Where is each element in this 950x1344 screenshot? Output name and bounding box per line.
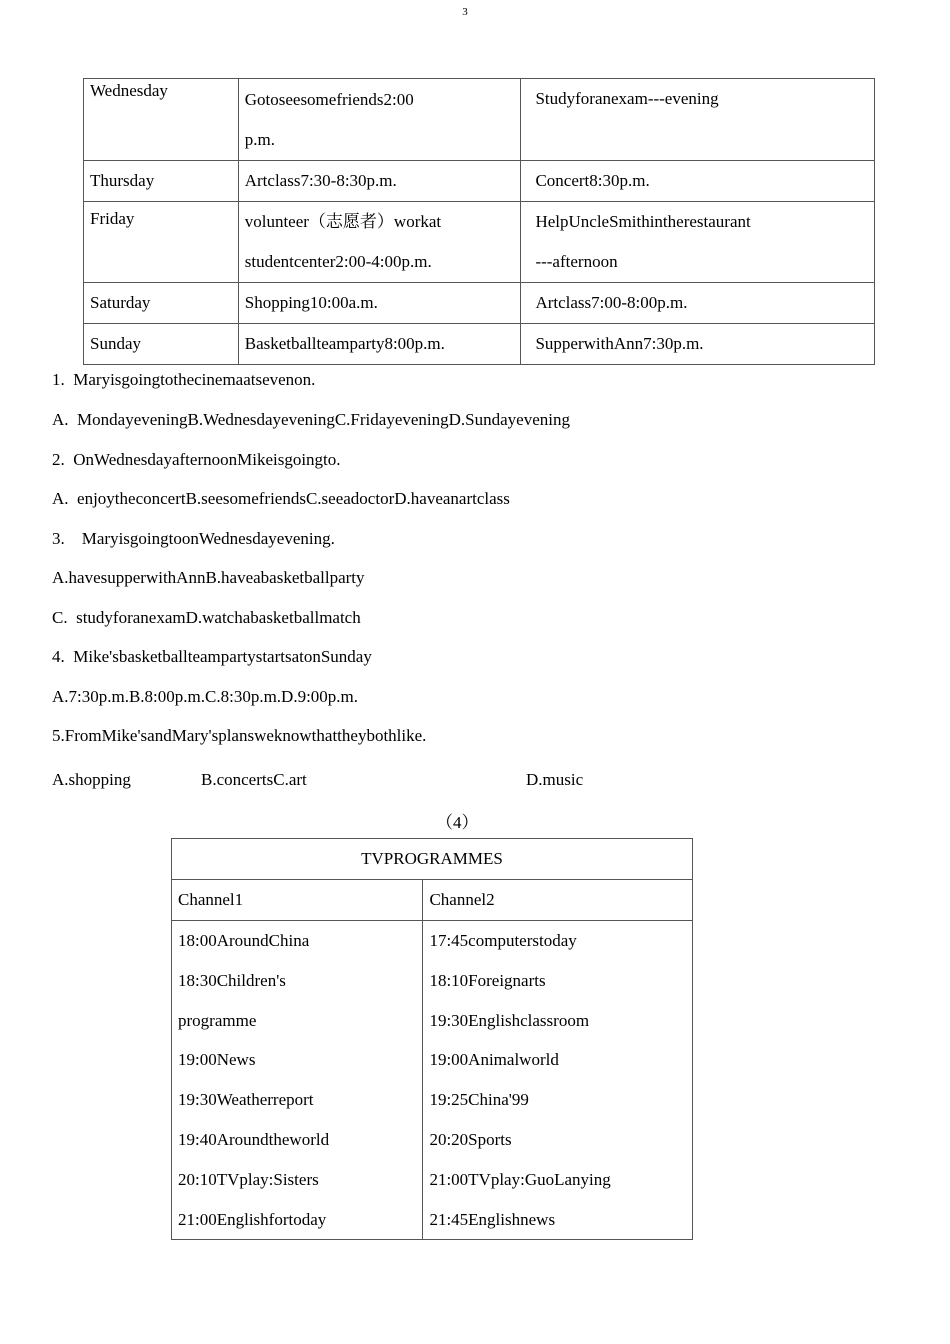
program-item: 17:45computerstoday — [429, 931, 577, 950]
program-item: 18:00AroundChina — [178, 931, 310, 950]
mike-plan-cell — [238, 79, 521, 161]
table-row — [172, 839, 693, 880]
program-item: programme — [178, 1010, 257, 1030]
schedule-table — [83, 78, 875, 365]
channel-1-header: Channel1 — [172, 880, 423, 921]
mike-plan-cell: Shopping10:00a.m. — [238, 283, 521, 324]
day-cell: Sunday — [84, 324, 239, 365]
table-row — [172, 921, 693, 1240]
table-row — [172, 880, 693, 921]
mary-plan-line: HelpUncleSmithintherestaurant — [535, 212, 751, 231]
program-item: 21:45Englishnews — [429, 1209, 556, 1229]
question-4: 4. Mike'sbasketballteampartystartsatonSunday — [52, 647, 372, 666]
channel-2-header: Channel2 — [423, 880, 693, 921]
program-item: 19:00Animalworld — [429, 1050, 559, 1070]
mary-plan-line: Studyforanexam---evening — [535, 89, 719, 108]
mike-plan-cell — [238, 202, 521, 283]
question-5-option-d: D.music — [526, 770, 584, 789]
question-3-options-cd: C. studyforanexamD.watchabasketballmatch — [52, 608, 361, 627]
program-item: 19:25China'99 — [429, 1090, 529, 1110]
day-cell: Saturday — [84, 283, 239, 324]
table-row — [84, 79, 875, 161]
question-4-options: A.7:30p.m.B.8:00p.m.C.8:30p.m.D.9:00p.m. — [52, 687, 359, 706]
tv-programmes-table — [171, 838, 693, 1240]
program-item: 19:40Aroundtheworld — [178, 1129, 330, 1149]
mary-plan-line: ---afternoon — [535, 252, 618, 271]
day-cell: Thursday — [84, 161, 239, 202]
mary-plan-cell — [521, 79, 875, 161]
mary-plan-cell: Artclass7:00-8:00p.m. — [521, 283, 875, 324]
mary-plan-cell: Concert8:30p.m. — [521, 161, 875, 202]
question-2-options: A. enjoytheconcertB.seesomefriendsC.seeadoctorD.haveanartclass — [52, 489, 510, 508]
question-1-options: A. MondayeveningB.WednesdayeveningC.FridayeveningD.Sundayevening — [52, 410, 570, 429]
program-item: 18:30Children's — [178, 970, 286, 990]
mike-plan-line: p.m. — [244, 130, 275, 149]
page-number: 3 — [462, 6, 468, 18]
mike-plan-line: volunteer（志愿者）workat — [244, 212, 442, 231]
day-cell: Wednesday — [84, 79, 239, 161]
table-row — [84, 161, 875, 202]
mary-plan-cell: SupperwithAnn7:30p.m. — [521, 324, 875, 365]
program-item: 21:00Englishfortoday — [178, 1209, 327, 1229]
table-row — [84, 202, 875, 283]
program-item: 20:10TVplay:Sisters — [178, 1169, 319, 1189]
section-label: （4） — [436, 813, 479, 832]
question-2: 2. OnWednesdayafternoonMikeisgoingto. — [52, 450, 341, 469]
program-item: 21:00TVplay:GuoLanying — [429, 1169, 611, 1189]
tv-table-title: TVPROGRAMMES — [172, 839, 693, 880]
mike-plan-line: Gotoseesomefriends2:00 — [244, 90, 414, 109]
program-item: 20:20Sports — [429, 1129, 512, 1149]
question-1: 1. Maryisgoingtothecinemaatsevenon. — [52, 370, 316, 389]
question-5-option-a: A.shopping — [52, 770, 131, 789]
day-cell: Friday — [84, 202, 239, 283]
question-5-option-bc: B.concertsC.art — [201, 770, 307, 789]
channel-1-programs — [172, 921, 423, 1240]
mary-plan-cell — [521, 202, 875, 283]
table-row — [84, 283, 875, 324]
table-row — [84, 324, 875, 365]
program-item: 19:30Englishclassroom — [429, 1010, 590, 1030]
program-item: 19:00News — [178, 1050, 256, 1070]
question-3-options-ab: A.havesupperwithAnnB.haveabasketballparty — [52, 568, 365, 587]
program-item: 18:10Foreignarts — [429, 970, 546, 990]
mike-plan-line: studentcenter2:00-4:00p.m. — [244, 252, 432, 271]
question-5: 5.FromMike'sandMary'splansweknowthattheybothlike. — [52, 726, 427, 745]
program-item: 19:30Weatherreport — [178, 1090, 314, 1110]
channel-2-programs — [423, 921, 693, 1240]
mike-plan-cell: Artclass7:30-8:30p.m. — [238, 161, 521, 202]
mike-plan-cell: Basketballteamparty8:00p.m. — [238, 324, 521, 365]
question-3: 3. MaryisgoingtoonWednesdayevening. — [52, 529, 335, 548]
